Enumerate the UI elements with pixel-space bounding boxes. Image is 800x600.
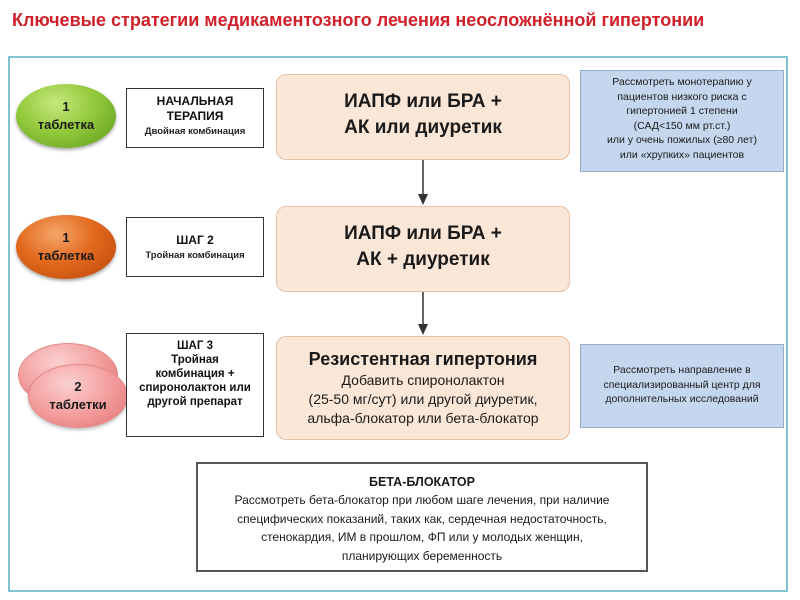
pill-count: 2 xyxy=(74,379,82,394)
pill-count: 1 xyxy=(62,230,70,245)
therapy-line: Добавить спиронолактон xyxy=(341,372,505,388)
note-line: гипертонией 1 степени xyxy=(626,105,738,117)
pill-step-2 xyxy=(16,215,116,279)
pill-count: 1 xyxy=(62,99,70,114)
pill-step-1 xyxy=(16,84,116,148)
therapy-line: ИАПФ или БРА + xyxy=(344,91,502,112)
beta-blocker-line: Рассмотреть бета-блокатор при любом шаге лечения, при наличие xyxy=(234,493,610,507)
step-title-line: ТЕРАПИЯ xyxy=(166,109,224,123)
beta-blocker-line: планирующих беременность xyxy=(341,548,503,563)
beta-blocker-line: специфических показаний, таких как, сердечная недостаточность, xyxy=(237,511,607,526)
step-title-line: Тройная xyxy=(171,354,219,366)
therapy-line: (25-50 мг/сут) или другой диуретик, xyxy=(308,391,538,407)
pill-unit: таблетки xyxy=(49,397,107,412)
therapy-line: АК + диуретик xyxy=(356,249,490,270)
step-title-line: спиронолактон или xyxy=(139,382,251,394)
note-line: или «хрупких» пациентов xyxy=(619,148,745,161)
side-note-monotherapy xyxy=(580,70,784,172)
pill-unit: таблетка xyxy=(37,248,95,263)
step-title-line: НАЧАЛЬНАЯ xyxy=(156,94,234,108)
beta-blocker-box xyxy=(196,462,648,572)
pill-unit: таблетка xyxy=(37,117,95,132)
step-title-line: ШАГ 2 xyxy=(176,232,214,247)
beta-blocker-line: стенокардия, ИМ в прошлом, ФП или у молодых женщин, xyxy=(261,530,583,544)
note-line: Рассмотреть монотерапию у xyxy=(612,76,752,88)
step-label-step-3 xyxy=(126,333,264,437)
down-arrow-2 xyxy=(415,292,431,336)
note-line: пациентов низкого риска с xyxy=(617,90,747,103)
therapy-box-step-1 xyxy=(276,74,570,160)
down-arrow-1 xyxy=(415,160,431,206)
note-line: Рассмотреть направление в xyxy=(613,364,751,376)
therapy-line: альфа-блокатор или бета-блокатор xyxy=(307,410,539,426)
step-title-line: ШАГ 3 xyxy=(177,340,213,352)
note-line: дополнительных исследований xyxy=(605,393,759,405)
page-title: Ключевые стратегии медикаментозного лечения неосложнённой гипертонии xyxy=(12,10,705,30)
pill-step-3 xyxy=(28,364,128,428)
therapy-box-step-3 xyxy=(276,336,570,440)
step-label-initial xyxy=(126,88,264,148)
therapy-box-step-2 xyxy=(276,206,570,292)
step-subtitle: Тройная комбинация xyxy=(145,249,245,261)
note-line: специализированный центр для xyxy=(603,378,761,391)
step-title-line: комбинация + xyxy=(155,368,235,380)
note-line: или у очень пожилых (≥80 лет) xyxy=(607,134,757,146)
therapy-title: Резистентная гипертония xyxy=(308,349,538,369)
therapy-line: АК или диуретик xyxy=(344,117,502,138)
therapy-line: ИАПФ или БРА + xyxy=(344,223,502,244)
note-line: (САД<150 мм рт.ст.) xyxy=(633,119,731,132)
step-title-line: другой препарат xyxy=(147,396,243,408)
step-subtitle: Двойная комбинация xyxy=(144,126,246,137)
side-note-referral xyxy=(580,344,784,428)
beta-blocker-title: БЕТА-БЛОКАТОР xyxy=(369,475,475,489)
step-label-step-2 xyxy=(126,217,264,277)
